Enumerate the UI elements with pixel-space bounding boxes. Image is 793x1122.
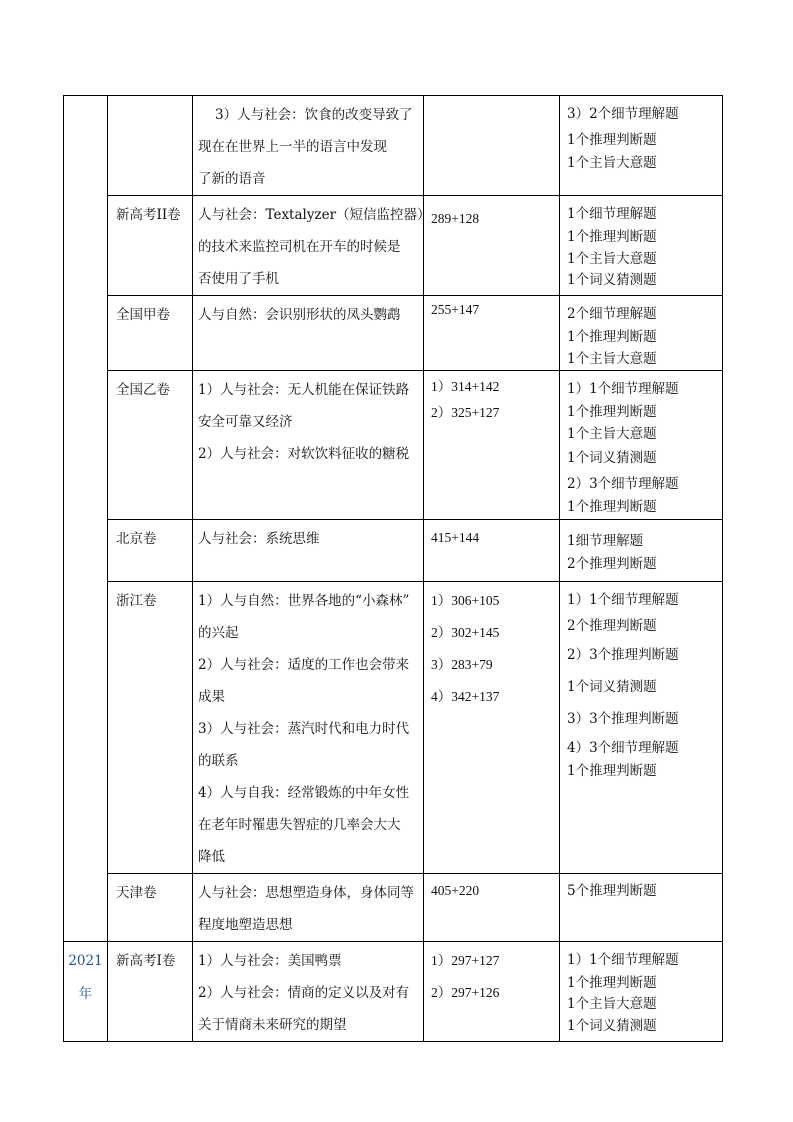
question-line: 1个推理判断题 — [567, 762, 657, 779]
paper-name: 浙江卷 — [116, 592, 157, 609]
topic-line: 2）人与社会：适度的工作也会带来 — [198, 656, 410, 673]
question-line: 2个细节理解题 — [567, 306, 657, 322]
word-count: 415+144 — [431, 529, 480, 545]
paper-cell — [108, 371, 193, 520]
question-line: 1个主旨大意题 — [567, 250, 657, 267]
word-count: 289+128 — [431, 211, 480, 226]
question-line: 1个推理判断题 — [567, 499, 657, 515]
question-line: 1个推理判断题 — [567, 404, 657, 420]
question-cell — [560, 196, 723, 296]
question-line: 2）3个细节理解题 — [567, 476, 679, 492]
paper-cell — [108, 196, 193, 296]
paper-name: 北京卷 — [116, 530, 157, 547]
topic-line: 的技术来监控司机在开车的时候是 — [198, 239, 401, 255]
topic-line: 4）人与自我：经常锻炼的中年女性 — [198, 784, 410, 801]
paper-cell — [108, 96, 193, 196]
topic-line: 成果 — [198, 688, 225, 705]
question-cell — [560, 371, 723, 520]
question-line: 1）1个细节理解题 — [567, 381, 679, 397]
topic-line: 1）人与自然：世界各地的“小森林” — [198, 592, 410, 609]
word-count-cell — [424, 96, 560, 196]
topic-line: 1）人与社会：美国鸭票 — [198, 952, 342, 969]
topic-line: 关于情商未来研究的期望 — [198, 1016, 347, 1033]
word-count: 1）314+142 — [431, 379, 500, 394]
table-row — [64, 296, 723, 371]
question-line: 1个词义猜测题 — [567, 272, 657, 288]
word-count-cell — [424, 196, 560, 296]
paper-cell — [108, 941, 193, 1041]
question-line: 1个推理判断题 — [567, 132, 657, 148]
question-line: 3）3个推理判断题 — [567, 710, 679, 727]
question-cell — [560, 941, 723, 1041]
topic-line: 了新的语音 — [198, 171, 266, 187]
question-line: 2个推理判断题 — [567, 555, 657, 572]
topic-line: 现在在世界上一半的语言中发现 — [198, 139, 387, 155]
paper-name: 全国乙卷 — [116, 382, 170, 398]
year-cell-continuation — [64, 96, 108, 942]
question-line: 1个主旨大意题 — [567, 425, 657, 442]
topic-cell — [193, 296, 424, 371]
question-line: 1个推理判断题 — [567, 229, 657, 245]
topic-line: 的联系 — [198, 752, 239, 769]
question-line: 1个主旨大意题 — [567, 350, 657, 367]
paper-cell — [108, 519, 193, 581]
word-count-cell — [424, 581, 560, 873]
question-line: 1细节理解题 — [567, 532, 644, 549]
topic-line: 3）人与社会：蒸汽时代和电力时代 — [198, 720, 410, 737]
topic-cell — [193, 581, 424, 873]
paper-cell — [108, 873, 193, 941]
table-row — [64, 941, 723, 1041]
topic-cell — [193, 371, 424, 520]
question-cell — [560, 96, 723, 196]
word-count: 255+147 — [431, 302, 480, 317]
word-count: 4）342+137 — [431, 688, 500, 704]
word-count: 3）283+79 — [431, 656, 493, 672]
topic-cell — [193, 519, 424, 581]
word-count-cell — [424, 296, 560, 371]
topic-line: 降低 — [198, 848, 225, 865]
year-label: 年 — [78, 985, 93, 1002]
word-count: 1）297+127 — [431, 952, 500, 968]
question-line: 1个细节理解题 — [567, 206, 657, 222]
word-count: 2）325+127 — [431, 405, 500, 420]
topic-line: 2）人与社会：对软饮料征收的糖税 — [198, 446, 410, 462]
word-count-cell — [424, 873, 560, 941]
paper-cell — [108, 296, 193, 371]
topic-line: 人与社会：Textalyzer（短信监控器） — [198, 207, 431, 223]
topic-line: 在老年时罹患失智症的几率会大大 — [198, 816, 401, 833]
table-row — [64, 96, 723, 196]
question-line: 1个主旨大意题 — [567, 996, 657, 1012]
topic-line: 安全可靠又经济 — [198, 414, 293, 430]
word-count-cell — [424, 941, 560, 1041]
year-label: 2021 — [68, 952, 103, 969]
question-line: 2）3个推理判断题 — [567, 646, 679, 663]
question-line: 1个推理判断题 — [567, 974, 657, 991]
paper-cell — [108, 581, 193, 873]
table-row — [64, 371, 723, 520]
topic-cell — [193, 941, 424, 1041]
paper-name: 全国甲卷 — [116, 307, 170, 323]
question-line: 1个推理判断题 — [567, 329, 657, 345]
question-cell — [560, 296, 723, 371]
question-line: 1）1个细节理解题 — [567, 951, 679, 968]
question-cell — [560, 581, 723, 873]
question-line: 1个词义猜测题 — [567, 678, 657, 695]
question-line: 1个词义猜测题 — [567, 1017, 657, 1034]
topic-line: 3）人与社会：饮食的改变导致了 — [215, 107, 413, 123]
topic-line: 的兴起 — [198, 624, 239, 641]
question-line: 5个推理判断题 — [567, 882, 657, 899]
word-count: 1）306+105 — [431, 592, 500, 608]
word-count: 405+220 — [431, 882, 480, 898]
word-count-cell — [424, 371, 560, 520]
question-line: 3）2个细节理解题 — [567, 106, 679, 122]
table-row — [64, 581, 723, 873]
table-row — [64, 196, 723, 296]
question-cell — [560, 873, 723, 941]
word-count: 2）302+145 — [431, 624, 500, 640]
paper-name: 新高考I卷 — [116, 952, 176, 969]
word-count-cell — [424, 519, 560, 581]
question-cell — [560, 519, 723, 581]
topic-cell — [193, 196, 431, 296]
topic-line: 1）人与社会：无人机能在保证铁路 — [198, 382, 410, 398]
paper-name: 新高考II卷 — [116, 207, 181, 223]
word-count: 2）297+126 — [431, 984, 500, 1000]
topic-cell — [193, 873, 424, 941]
question-line: 1）1个细节理解题 — [567, 591, 679, 608]
table-row — [64, 519, 723, 581]
topic-line: 程度地塑造思想 — [198, 916, 293, 933]
question-line: 2个推理判断题 — [567, 617, 657, 634]
table-row — [64, 873, 723, 941]
question-line: 1个主旨大意题 — [567, 155, 657, 171]
topic-cell — [193, 96, 424, 196]
paper-name: 天津卷 — [116, 884, 157, 901]
topic-line: 2）人与社会：情商的定义以及对有 — [198, 984, 410, 1001]
question-line: 1个词义猜测题 — [567, 450, 657, 466]
year-cell — [64, 941, 108, 1041]
question-line: 4）3个细节理解题 — [567, 739, 679, 756]
topic-line: 否使用了手机 — [198, 271, 279, 287]
topic-line: 人与社会：系统思维 — [198, 530, 320, 547]
topic-line: 人与社会：思想塑造身体，身体同等 — [198, 884, 414, 901]
exam-reading-table — [63, 95, 723, 1042]
topic-line: 人与自然：会识别形状的凤头鹦鹉 — [198, 307, 401, 323]
